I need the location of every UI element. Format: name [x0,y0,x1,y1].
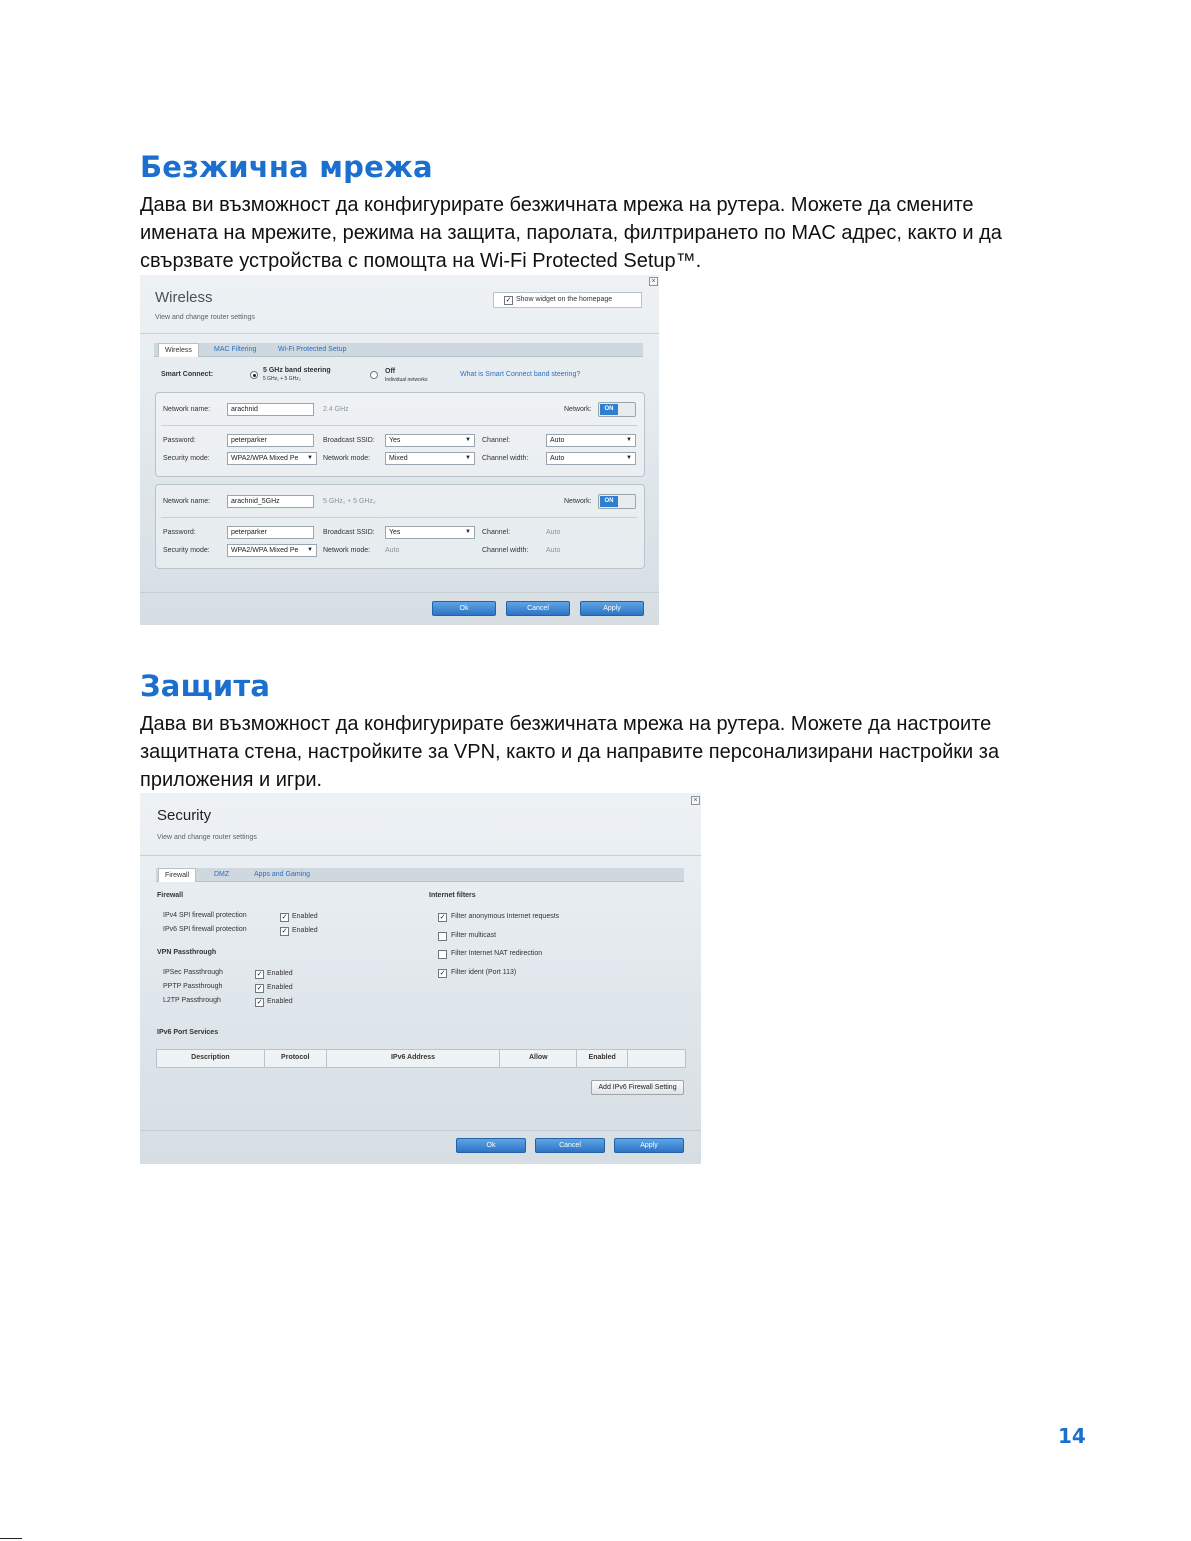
channel-value: Auto [546,529,561,536]
section-heading-security: Защита [140,669,271,703]
network-mode-value: Auto [385,547,400,554]
tab-mac-filtering[interactable]: MAC Filtering [214,346,257,353]
divider [140,333,659,334]
channel-label: Channel: [482,437,511,444]
paragraph-line: Дава ви възможност да конфигурирате безжичната мрежа на рутера. Можете да смените [140,194,974,216]
select-value: WPA2/WPA Mixed Pe [231,547,299,554]
network-toggle-label: Network: [564,406,592,413]
close-icon[interactable]: × [691,796,700,805]
select-value: Auto [550,455,565,462]
radio-unselected-icon[interactable] [370,371,378,379]
column-header: Allow [500,1050,577,1067]
tab-wifi-protected-setup[interactable]: Wi-Fi Protected Setup [278,346,347,353]
ipv6-firewall-label: IPv6 SPI firewall protection [163,926,247,933]
smart-connect-label: Smart Connect: [161,371,214,378]
ipv6-port-services-table [156,1049,686,1068]
l2tp-label: L2TP Passthrough [163,997,221,1004]
filter-multicast-label: Filter multicast [451,932,497,939]
broadcast-ssid-select[interactable] [385,526,475,539]
add-ipv6-firewall-setting-button[interactable]: Add IPv6 Firewall Setting [591,1080,684,1095]
tab-firewall[interactable]: Firewall [158,868,196,882]
dropdown-arrow-icon: ▼ [626,437,632,443]
column-header: IPv6 Address [327,1050,501,1067]
security-mode-label: Security mode: [163,547,210,554]
footer-divider [140,592,659,593]
enabled-label: Enabled [267,984,293,991]
filter-ident-label: Filter ident (Port 113) [451,969,517,976]
band-steering-sub: 5 GHz₁ + 5 GHz₂ [263,376,301,382]
checkbox-checked-icon[interactable]: ✓ [439,970,446,977]
checkbox-checked-icon[interactable]: ✓ [256,971,263,978]
band-steering-option: 5 GHz band steering [263,367,331,374]
select-value: WPA2/WPA Mixed Pe [231,455,299,462]
off-option: Off [385,368,396,375]
panel-title: Wireless [155,289,213,306]
section-paragraph-security [140,710,1060,794]
section-paragraph-wireless [140,191,1060,275]
wireless-screenshot [140,275,659,625]
network-toggle[interactable] [598,494,636,509]
network-name-label: Network name: [163,406,211,413]
checkbox-checked-icon[interactable]: ✓ [281,914,288,921]
apply-button[interactable]: Apply [580,601,644,616]
network-settings-box-5ghz [155,484,645,569]
select-value: Yes [389,529,401,536]
panel-subtitle: View and change router settings [157,834,257,841]
network-toggle-label: Network: [564,498,592,505]
divider [161,425,637,426]
security-mode-label: Security mode: [163,455,210,462]
broadcast-ssid-select[interactable] [385,434,475,447]
column-header: Enabled [577,1050,628,1067]
network-name-input[interactable]: arachnid [227,403,314,416]
password-input[interactable]: peterparker [227,526,314,539]
filter-anonymous-label: Filter anonymous Internet requests [451,913,560,920]
paragraph-line: свързвате устройства с помощта на Wi-Fi Protected Setup™. [140,250,702,272]
password-input[interactable]: peterparker [227,434,314,447]
security-screenshot [140,793,701,1164]
toggle-on-label: ON [600,496,618,507]
password-label: Password: [163,529,196,536]
page-corner-mark [0,1538,22,1539]
cancel-button[interactable]: Cancel [506,601,570,616]
column-header: Protocol [265,1050,327,1067]
smart-connect-help-link[interactable]: What is Smart Connect band steering? [460,371,581,378]
broadcast-ssid-label: Broadcast SSID: [323,529,375,536]
enabled-label: Enabled [292,913,318,920]
security-mode-select[interactable] [227,452,317,465]
vpn-passthrough-heading: VPN Passthrough [157,949,217,956]
tab-apps-and-gaming[interactable]: Apps and Gaming [254,871,311,878]
divider [140,855,701,856]
checkbox-unchecked-icon[interactable] [438,950,447,959]
band-label: 5 GHz₁ + 5 GHz₂ [323,498,376,505]
band-label: 2.4 GHz [323,406,349,413]
checkbox-checked-icon[interactable]: ✓ [439,914,446,921]
network-name-input[interactable]: arachnid_5GHz [227,495,314,508]
select-value: Yes [389,437,401,444]
ok-button[interactable]: Ok [456,1138,526,1153]
ipsec-label: IPSec Passthrough [163,969,223,976]
radio-selected-icon[interactable] [250,371,258,379]
channel-select[interactable] [546,434,636,447]
firewall-heading: Firewall [157,892,184,899]
network-toggle[interactable] [598,402,636,417]
dropdown-arrow-icon: ▼ [465,437,471,443]
toggle-on-label: ON [600,404,618,415]
ok-button[interactable]: Ok [432,601,496,616]
cancel-button[interactable]: Cancel [535,1138,605,1153]
enabled-label: Enabled [267,998,293,1005]
apply-button[interactable]: Apply [614,1138,684,1153]
pptp-label: PPTP Passthrough [163,983,223,990]
section-heading-wireless: Безжична мрежа [140,150,433,184]
network-settings-box-24ghz [155,392,645,477]
select-value: Mixed [389,455,408,462]
ipv4-firewall-label: IPv4 SPI firewall protection [163,912,247,919]
filter-nat-redirection-label: Filter Internet NAT redirection [451,950,543,957]
paragraph-line: защитната стена, настройките за VPN, както и да направите персонализирани настройки за [140,741,1000,763]
channel-width-label: Channel width: [482,455,529,462]
tab-wireless[interactable]: Wireless [158,343,199,357]
checkbox-checked-icon[interactable]: ✓ [505,297,512,304]
channel-label: Channel: [482,529,511,536]
close-icon[interactable]: × [649,277,658,286]
network-name-label: Network name: [163,498,211,505]
network-mode-label: Network mode: [323,547,371,554]
tab-bar [154,343,643,357]
security-mode-select[interactable] [227,544,317,557]
checkbox-unchecked-icon[interactable] [438,932,447,941]
column-header: Description [157,1050,265,1067]
channel-width-select[interactable] [546,452,636,465]
paragraph-line: приложения и игри. [140,769,323,791]
divider [161,517,637,518]
dropdown-arrow-icon: ▼ [307,455,313,461]
checkbox-checked-icon[interactable]: ✓ [281,928,288,935]
dropdown-arrow-icon: ▼ [465,529,471,535]
enabled-label: Enabled [267,970,293,977]
off-option-sub: Individual networks [385,377,428,383]
password-label: Password: [163,437,196,444]
page-number: 14 [1058,1424,1086,1448]
channel-width-value: Auto [546,547,561,554]
dropdown-arrow-icon: ▼ [307,547,313,553]
show-widget-label: Show widget on the homepage [516,296,613,303]
ipv6-port-services-heading: IPv6 Port Services [157,1029,219,1036]
checkbox-checked-icon[interactable]: ✓ [256,999,263,1006]
network-mode-label: Network mode: [323,455,371,462]
paragraph-line: имената на мрежите, режима на защита, паролата, филтрирането по MAC адрес, както и да [140,222,1002,244]
broadcast-ssid-label: Broadcast SSID: [323,437,375,444]
paragraph-line: Дава ви възможност да конфигурирате безжичната мрежа на рутера. Можете да настроите [140,713,992,735]
network-mode-select[interactable] [385,452,475,465]
panel-subtitle: View and change router settings [155,314,255,321]
tab-dmz[interactable]: DMZ [214,871,230,878]
dropdown-arrow-icon: ▼ [626,455,632,461]
checkbox-checked-icon[interactable]: ✓ [256,985,263,992]
panel-title: Security [157,807,212,824]
column-header [628,1050,685,1067]
channel-width-label: Channel width: [482,547,529,554]
tab-bar [156,868,684,882]
enabled-label: Enabled [292,927,318,934]
footer-divider [140,1130,701,1131]
dropdown-arrow-icon: ▼ [465,455,471,461]
select-value: Auto [550,437,565,444]
internet-filters-heading: Internet filters [429,892,476,899]
show-widget-option[interactable] [493,292,642,308]
